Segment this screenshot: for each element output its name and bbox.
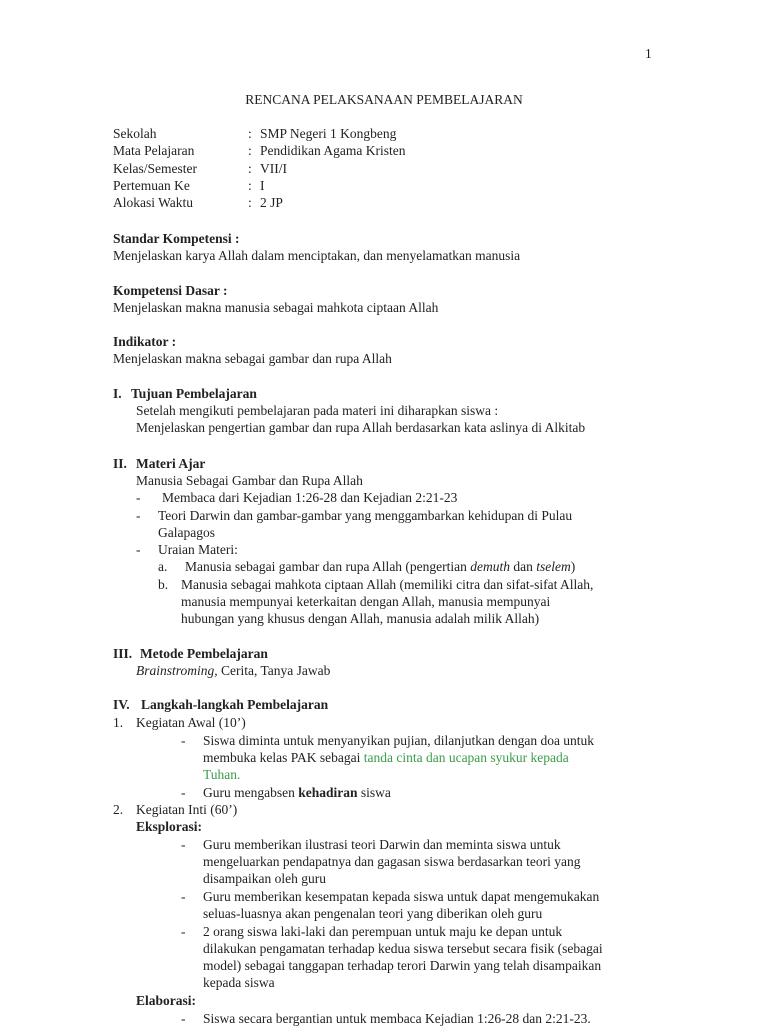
indikator-heading: Indikator : [113, 334, 177, 349]
section-1-line: Menjelaskan pengertian gambar dan rupa Allah berdasarkan kata aslinya di Alkitab [136, 420, 586, 435]
info-colon: : [248, 178, 252, 193]
info-label-sekolah: Sekolah [113, 126, 157, 141]
step-title: Kegiatan Awal (10’) [136, 715, 246, 730]
info-colon: : [248, 161, 252, 176]
bullet-dash: - [136, 542, 141, 557]
sk-text: Menjelaskan karya Allah dalam menciptakan, dan menyelamatkan manusia [113, 248, 521, 263]
page-number: 1 [645, 46, 652, 61]
info-colon: : [248, 126, 252, 141]
section-1-heading: Tujuan Pembelajaran [131, 386, 257, 401]
kd-heading: Kompetensi Dasar : [113, 283, 228, 298]
materi-item: Teori Darwin dan gambar-gambar yang menggambarkan kehidupan di Pulau [158, 508, 573, 523]
subitem-a: Manusia sebagai gambar dan rupa Allah (pengertian demuth dan tselem) [185, 559, 576, 574]
activity-line: mengeluarkan pendapatnya dan gagasan siswa berdasarkan teori yang [203, 854, 581, 869]
bullet-dash: - [136, 490, 141, 505]
info-label-kelas: Kelas/Semester [113, 161, 197, 176]
info-value-alokasi: 2 JP [260, 195, 283, 210]
step-title: Kegiatan Inti (60’) [136, 802, 238, 817]
bullet-dash: - [181, 1011, 186, 1026]
step-number: 1. [113, 715, 124, 730]
kd-text: Menjelaskan makna manusia sebagai mahkota ciptaan Allah [113, 300, 439, 315]
subitem-marker: b. [158, 577, 169, 592]
bullet-dash: - [181, 837, 186, 852]
activity-line: Tuhan. [203, 767, 241, 782]
section-1-line: Setelah mengikuti pembelajaran pada materi ini diharapkan siswa : [136, 403, 499, 418]
activity-line: Guru mengabsen kehadiran siswa [203, 785, 391, 800]
section-2-intro: Manusia Sebagai Gambar dan Rupa Allah [136, 473, 363, 488]
bullet-dash: - [181, 924, 186, 939]
activity-line: seluas-luasnya akan pengenalan teori yang diberikan oleh guru [203, 906, 543, 921]
activity-line: Guru memberikan kesempatan kepada siswa untuk dapat mengemukakan [203, 889, 600, 904]
info-value-sekolah: SMP Negeri 1 Kongbeng [260, 126, 397, 141]
info-label-mapel: Mata Pelajaran [113, 143, 195, 158]
materi-item-continued: Galapagos [158, 525, 215, 540]
info-value-mapel: Pendidikan Agama Kristen [260, 143, 406, 158]
info-label-pertemuan: Pertemuan Ke [113, 178, 190, 193]
step-number: 2. [113, 802, 124, 817]
bullet-dash: - [181, 733, 186, 748]
info-value-kelas: VII/I [260, 161, 287, 176]
bullet-dash: - [181, 889, 186, 904]
subheading-elaborasi: Elaborasi: [136, 993, 197, 1008]
section-4-number: IV. [113, 697, 130, 712]
subitem-b-line: hubungan yang khusus dengan Allah, manusia adalah milik Allah) [181, 611, 540, 626]
section-2-heading: Materi Ajar [136, 456, 206, 471]
subheading-eksplorasi: Eksplorasi: [136, 819, 203, 834]
sk-heading: Standar Kompetensi : [113, 231, 240, 246]
subitem-b-line: Manusia sebagai mahkota ciptaan Allah (memiliki citra dan sifat-sifat Allah, [181, 577, 594, 592]
activity-line: membuka kelas PAK sebagai tanda cinta dan ucapan syukur kepada [203, 750, 569, 765]
materi-item: Uraian Materi: [158, 542, 238, 557]
activity-line: Guru memberikan ilustrasi teori Darwin dan meminta siswa untuk [203, 837, 561, 852]
info-colon: : [248, 143, 252, 158]
section-2-number: II. [113, 456, 127, 471]
subitem-b-line: manusia mempunyai keterkaitan dengan Allah, manusia mempunyai [181, 594, 551, 609]
indikator-text: Menjelaskan makna sebagai gambar dan rupa Allah [113, 351, 392, 366]
activity-line: disampaikan oleh guru [203, 871, 326, 886]
activity-line: dilakukan pengamatan terhadap kedua siswa tersebut secara fisik (sebagai [203, 941, 603, 956]
activity-line: model) sebagai tanggapan terhadap terori Darwin yang telah disampaikan [203, 958, 602, 973]
section-3-heading: Metode Pembelajaran [140, 646, 268, 661]
activity-line: Siswa secara bergantian untuk membaca Kejadian 1:26-28 dan 2:21-23. [203, 1011, 591, 1026]
subitem-marker: a. [158, 559, 168, 574]
section-1-number: I. [113, 386, 122, 401]
section-3-number: III. [113, 646, 133, 661]
info-value-pertemuan: I [260, 178, 265, 193]
activity-line: kepada siswa [203, 975, 275, 990]
info-label-alokasi: Alokasi Waktu [113, 195, 194, 210]
activity-line: Siswa diminta untuk menyanyikan pujian, dilanjutkan dengan doa untuk [203, 733, 595, 748]
materi-item: Membaca dari Kejadian 1:26-28 dan Kejadian 2:21-23 [162, 490, 458, 505]
activity-line: 2 orang siswa laki-laki dan perempuan untuk maju ke depan untuk [203, 924, 563, 939]
section-4-heading: Langkah-langkah Pembelajaran [141, 697, 329, 712]
info-colon: : [248, 195, 252, 210]
bullet-dash: - [181, 785, 186, 800]
section-3-text: Brainstroming, Cerita, Tanya Jawab [136, 663, 331, 678]
page-title: RENCANA PELAKSANAAN PEMBELAJARAN [245, 92, 523, 107]
bullet-dash: - [136, 508, 141, 523]
